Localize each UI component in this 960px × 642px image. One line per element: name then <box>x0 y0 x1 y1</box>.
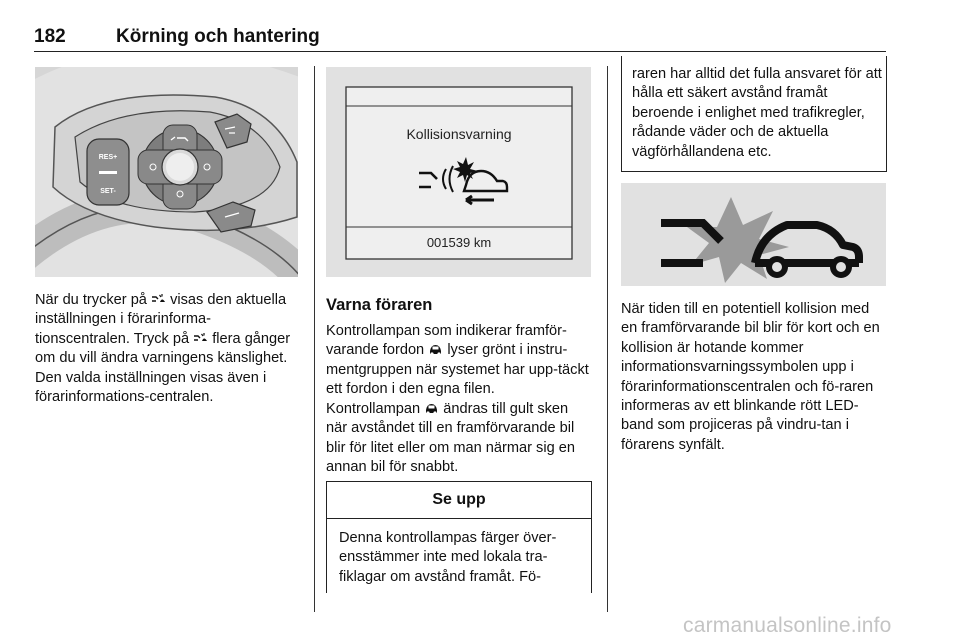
column-divider-right <box>607 66 608 612</box>
collision-symbol-figure <box>621 183 886 286</box>
col2-p2-text-a: Kontrollampan <box>326 401 421 417</box>
col2-p1-text-b: lyser grönt i instru-mentgruppen när systemet har upp-täckt ett fordon i den egna filen. <box>326 342 589 398</box>
col1-text-b: visas den aktuella inställningen i förarinforma-tionscentralen. Tryck på <box>35 292 287 347</box>
collision-alert-icon <box>193 332 208 345</box>
column-divider-left <box>314 66 315 612</box>
col2-paragraph-1 <box>326 322 592 400</box>
col1-paragraph <box>35 291 301 407</box>
col2-p2-text-b: ändras till gult sken när avståndet till en framförvarande bil blir för litet eller om man närmar sig en annan bil för snabbt. <box>326 401 575 476</box>
caution-title: Se upp <box>327 482 591 519</box>
col2-p1-text-a: Kontrollampan som indikerar framför-varande fordon <box>326 323 567 359</box>
watermark: carmanualsonline.info <box>683 614 892 637</box>
collision-alert-icon <box>151 293 166 306</box>
vehicle-ahead-icon <box>428 343 443 356</box>
set-button-label: SET- <box>100 188 116 195</box>
page-header <box>34 26 886 54</box>
col1-text-c: flera gånger om du vill ändra varningens känslighet. Den valda inställningen visas även i förarinformations-centralen. <box>35 330 291 406</box>
warning-continuation-box <box>621 56 887 172</box>
instrument-display-figure <box>326 67 591 277</box>
odometer-readout: 001539 km <box>426 235 492 250</box>
col3-paragraph: När tiden till en potentiell kollision med en framförvarande bil blir för kort och en kollision är hotande kommer informationsvarningssymbolen upp i förarinformationscentralen och fö-raren informeras av ett blinkande rött LED-band som projiceras på vindru-tan i förarens synfält. <box>621 301 880 453</box>
caution-box <box>326 481 592 593</box>
col1-text-a: När du trycker på <box>35 292 147 308</box>
col2-paragraph-2 <box>326 400 592 478</box>
page-number: 182 <box>34 26 66 47</box>
res-button-label: RES+ <box>98 154 118 161</box>
display-title: Kollisionsvarning <box>406 126 512 142</box>
caution-text: Denna kontrollampas färger över-ensstämmer inte med lokala tra-fiklagar om avstånd framåt. Fö- <box>339 530 557 585</box>
header-rule <box>34 51 886 52</box>
warning-text: raren har alltid det fulla ansvaret för att hålla ett säkert avstånd framåt beroende i enlighet med trafikregler, rådande väder och de aktuella vägförhållandena etc. <box>632 66 882 160</box>
steering-wheel-figure <box>35 67 298 277</box>
vehicle-ahead-icon <box>424 402 439 415</box>
page-title: Körning och hantering <box>116 26 320 47</box>
section-heading: Varna föraren <box>326 296 433 314</box>
